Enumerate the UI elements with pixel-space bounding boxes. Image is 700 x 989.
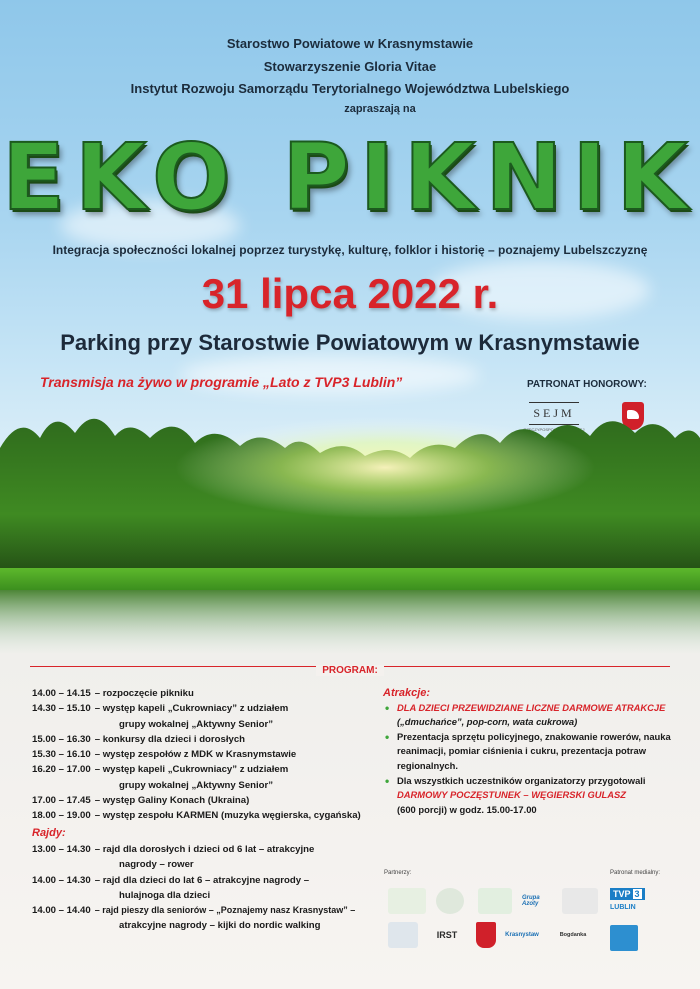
- attraction-item: [383, 774, 673, 818]
- partner-crest-icon: [476, 922, 496, 948]
- partner-logo-bogdanka: Bogdanka: [559, 932, 587, 938]
- program-item: [32, 686, 372, 701]
- attraction-detail: (600 porcji) w godz. 15.00-17.00: [397, 803, 537, 815]
- rajd-item: [32, 873, 372, 888]
- partner-logo: Grupa Azoty: [522, 895, 540, 907]
- attraction-detail: Prezentacja sprzętu policyjnego, znakowanie rowerów, nauka reanimacji, pomiar ciśnienia i cukru, prezentacja potraw regionalnych.: [397, 730, 671, 771]
- attractions-heading: Atrakcje:: [383, 687, 431, 699]
- program-item: [32, 747, 372, 762]
- program-time: 14.00 – 14.15: [32, 688, 91, 699]
- rajd-item: [32, 903, 372, 918]
- tvp-mark: TVP 3: [610, 888, 645, 900]
- rajd-item-cont: [32, 857, 372, 872]
- rajd-desc: – rajd dla dzieci do lat 6 – atrakcyjne nagrody –: [94, 874, 310, 886]
- program-header: [0, 660, 700, 676]
- organizer-1: Starostwo Powiatowe w Krasnymstawie: [226, 36, 474, 51]
- event-subtitle: Integracja społeczności lokalnej poprzez turystykę, kulturę, folklor i historię – poznajemy Lubelszczyznę: [52, 243, 648, 257]
- tvp3-logo: [610, 884, 680, 911]
- program-time: 18.00 – 19.00: [32, 810, 91, 822]
- partner-logo: [478, 888, 512, 914]
- program-desc: – rozpoczęcie pikniku: [94, 688, 194, 699]
- event-venue: Parking przy Starostwie Powiatowym w Krasnymstawie: [60, 330, 640, 355]
- rajd-time: 14.00 – 14.40: [32, 905, 91, 917]
- partner-logo: [388, 922, 418, 948]
- media-label: Patronat medialny:: [610, 870, 661, 876]
- program-item: [32, 732, 372, 747]
- program-item: [32, 762, 372, 777]
- partner-logo-irst: IRST: [436, 930, 458, 940]
- event-title: EKO PIKNIK: [2, 124, 698, 231]
- event-date: 31 lipca 2022 r.: [201, 270, 499, 317]
- program-desc: – występ kapeli „Cukrowniacy” z udziałem: [94, 764, 289, 776]
- attraction-detail: Dla wszystkich uczestników organizatorzy przygotowali: [397, 774, 646, 786]
- program-list: [32, 686, 372, 934]
- partner-logo: [562, 888, 598, 914]
- rajd-time: 13.00 – 14.30: [32, 843, 91, 855]
- partner-logo-krasnystaw: Krasnystaw: [505, 932, 539, 938]
- program-item: [32, 701, 372, 716]
- program-desc: – występ kapeli „Cukrowniacy” z udziałem: [94, 703, 289, 715]
- program-time: 15.00 – 16.30: [32, 733, 91, 745]
- rajdy-heading: Rajdy:: [32, 826, 66, 839]
- partners-label: Partnerzy:: [384, 870, 412, 876]
- program-heading: PROGRAM:: [316, 665, 384, 676]
- program-time: 14.30 – 15.10: [32, 703, 91, 715]
- organizer-2: Stowarzyszenie Gloria Vitae: [263, 59, 437, 74]
- program-time: 16.20 – 17.00: [32, 764, 91, 776]
- invite-text: zapraszają na: [344, 103, 416, 115]
- program-desc: – występ Galiny Konach (Ukraina): [94, 795, 250, 807]
- rajd-item: [32, 842, 372, 857]
- program-item-cont: [32, 778, 372, 793]
- attraction-highlight: DARMOWY POCZĘSTUNEK – WĘGIERSKI GULASZ: [397, 789, 627, 801]
- forest-lake-image: [0, 408, 700, 653]
- rajd-desc-cont: nagrody – rower: [119, 859, 194, 871]
- rajd-item-cont: [32, 918, 372, 933]
- rajd-desc-cont: hulajnoga dla dzieci: [119, 889, 211, 901]
- attraction-item: [383, 730, 673, 774]
- broadcast-info: Transmisja na żywo w programie „Lato z TVP3 Lublin”: [40, 374, 403, 390]
- program-item-cont: [32, 717, 372, 732]
- attraction-detail: („dmuchańce”, pop-corn, wata cukrowa): [397, 716, 578, 728]
- organizer-3: Instytut Rozwoju Samorządu Terytorialnego Województwa Lubelskiego: [130, 81, 570, 96]
- media-patronage: [610, 870, 680, 951]
- program-time: 15.30 – 16.10: [32, 749, 91, 761]
- partner-logo: [436, 888, 464, 914]
- rajd-desc: – rajd dla dorosłych i dzieci od 6 lat – atrakcyjne: [94, 843, 315, 855]
- attractions-list: [383, 686, 673, 817]
- partner-logo: [388, 888, 426, 914]
- tvp-city: LUBLIN: [610, 904, 636, 911]
- program-desc-cont: grupy wokalnej „Aktywny Senior”: [119, 718, 274, 730]
- rajd-desc: – rajd pieszy dla seniorów – „Poznajemy nasz Krasnystaw” –: [94, 905, 356, 916]
- attraction-item: [383, 701, 673, 730]
- rajd-item-cont: [32, 888, 372, 903]
- rajd-desc-cont: atrakcyjne nagrody – kijki do nordic walking: [119, 920, 321, 932]
- program-desc: – występ zespołu KARMEN (muzyka węgierska, cygańska): [94, 810, 361, 822]
- program-item: [32, 793, 372, 808]
- program-desc: – występ zespołów z MDK w Krasnymstawie: [94, 749, 297, 761]
- rajd-time: 14.00 – 14.30: [32, 874, 91, 886]
- program-desc-cont: grupy wokalnej „Aktywny Senior”: [119, 779, 274, 791]
- program-desc: – konkursy dla dzieci i dorosłych: [94, 733, 246, 745]
- radio-lublin-logo: [610, 925, 638, 951]
- partners-block: [384, 870, 600, 962]
- program-time: 17.00 – 17.45: [32, 795, 91, 807]
- patronage-label: PATRONAT HONOROWY:: [527, 379, 647, 390]
- program-item: [32, 808, 372, 823]
- attraction-highlight: DLA DZIECI PRZEWIDZIANE LICZNE DARMOWE ATRAKCJE: [397, 701, 666, 713]
